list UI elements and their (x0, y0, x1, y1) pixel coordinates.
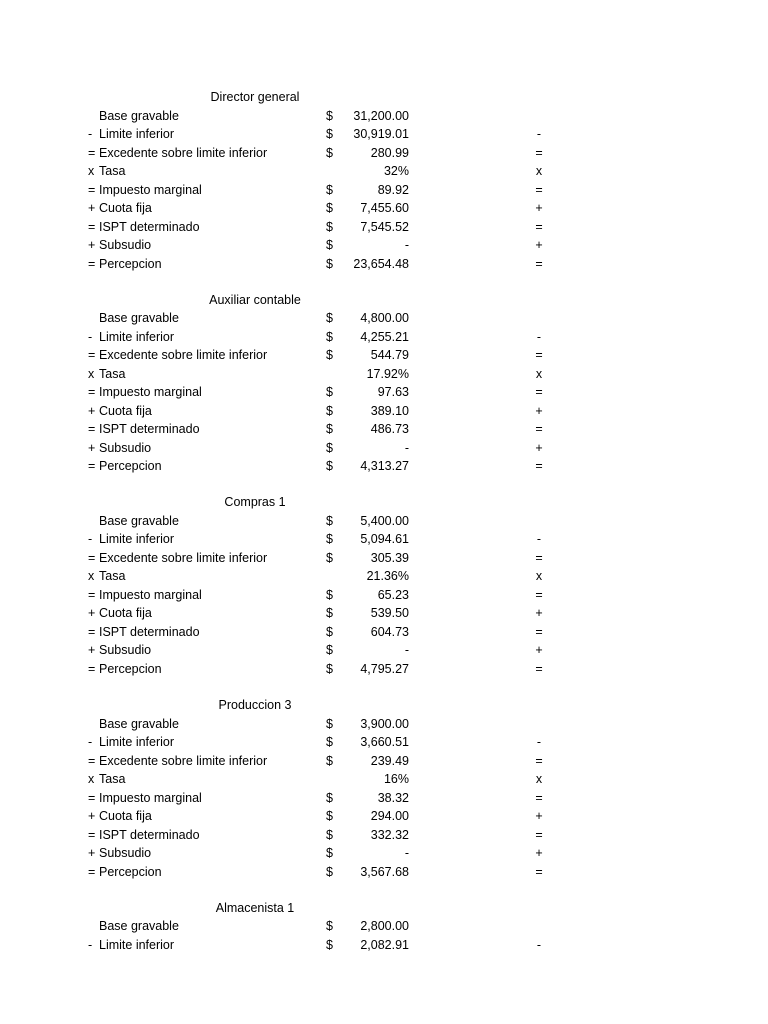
operator-sign: + (88, 440, 96, 455)
operator-sign: x (88, 164, 95, 178)
row-label: Cuota fija (99, 201, 152, 215)
row-label: Excedente sobre limite inferior (99, 348, 268, 363)
row-label: Base gravable (99, 108, 179, 123)
operation-symbol: = (535, 256, 543, 271)
row-label: Percepcion (99, 256, 162, 271)
operator-sign: + (88, 846, 96, 861)
currency-sign: $ (326, 753, 333, 768)
table-row (0, 917, 768, 936)
table-row (0, 826, 768, 845)
operation-symbol: = (535, 385, 543, 400)
row-label: Excedente sobre limite inferior (99, 550, 268, 565)
amount-cell: 305.39 (370, 550, 409, 565)
table-row (0, 457, 768, 476)
currency-sign: $ (326, 145, 333, 160)
operator-sign: = (88, 624, 96, 639)
operation-symbol: + (535, 606, 543, 621)
row-label: Base gravable (99, 919, 179, 934)
amount-cell: 7,455.60 (360, 201, 409, 215)
row-label: Tasa (99, 569, 126, 584)
amount-cell: 23,654.48 (353, 256, 409, 271)
table-row (0, 623, 768, 642)
row-label: Limite inferior (99, 532, 175, 547)
currency-sign: $ (326, 716, 333, 731)
table-row (0, 641, 768, 660)
operator-sign: + (88, 403, 96, 418)
operator-sign: + (88, 606, 96, 621)
row-label: Limite inferior (99, 329, 175, 344)
operation-symbol: x (535, 366, 543, 381)
operator-sign: = (88, 182, 96, 197)
row-label: ISPT determinado (99, 624, 200, 639)
row-label: ISPT determinado (99, 422, 200, 437)
operator-sign: + (88, 643, 96, 658)
amount-cell: 16% (383, 772, 409, 787)
operation-symbol: = (535, 145, 543, 160)
employee-tax-block (0, 493, 768, 678)
operation-symbol: + (535, 809, 543, 824)
table-row (0, 402, 768, 421)
section-title: Director general (210, 90, 300, 104)
row-label: Impuesto marginal (99, 790, 202, 805)
operator-sign: = (88, 385, 96, 400)
operator-sign: + (88, 809, 96, 824)
amount-cell: 4,800.00 (360, 311, 409, 326)
currency-sign: $ (326, 606, 333, 621)
currency-sign: $ (326, 809, 333, 824)
employee-tax-block (0, 291, 768, 476)
row-label: Percepcion (99, 864, 162, 879)
amount-cell: 539.50 (370, 606, 409, 621)
amount-cell: - (404, 238, 409, 252)
operation-symbol: = (535, 624, 543, 639)
currency-sign: $ (326, 256, 333, 271)
operator-sign: - (88, 937, 93, 952)
table-row (0, 346, 768, 365)
table-row (0, 733, 768, 752)
currency-sign: $ (326, 937, 333, 952)
operator-sign: = (88, 827, 96, 842)
operation-symbol: = (535, 864, 543, 879)
table-row (0, 125, 768, 144)
operation-symbol: - (536, 329, 542, 344)
operation-symbol: x (535, 772, 543, 787)
section-title: Compras 1 (224, 495, 286, 510)
section-title: Auxiliar contable (209, 292, 301, 307)
table-row (0, 218, 768, 237)
table-row (0, 144, 768, 163)
operator-sign: + (88, 201, 96, 215)
table-row (0, 715, 768, 734)
currency-sign: $ (326, 550, 333, 565)
amount-cell: 604.73 (370, 624, 409, 639)
currency-sign: $ (326, 643, 333, 658)
amount-cell: 4,795.27 (360, 661, 409, 676)
operator-sign: - (88, 329, 93, 344)
table-row (0, 936, 768, 955)
amount-cell: 21.36% (366, 569, 409, 584)
amount-cell: 3,567.68 (360, 864, 409, 879)
operator-sign: = (88, 422, 96, 437)
operator-sign: x (88, 569, 95, 584)
row-label: Tasa (99, 366, 126, 381)
amount-cell: 17.92% (366, 366, 409, 381)
table-row (0, 236, 768, 255)
currency-sign: $ (326, 348, 333, 363)
currency-sign: $ (326, 587, 333, 602)
amount-cell: 5,400.00 (360, 513, 409, 528)
operation-symbol: = (535, 459, 543, 474)
operation-symbol: = (535, 182, 543, 197)
operation-symbol: + (535, 201, 543, 215)
currency-sign: $ (326, 127, 333, 141)
row-label: Tasa (99, 772, 126, 787)
amount-cell: 486.73 (370, 422, 409, 437)
amount-cell: 97.63 (377, 385, 409, 400)
row-label: Base gravable (99, 311, 179, 326)
table-row (0, 512, 768, 531)
table-row (0, 807, 768, 826)
currency-sign: $ (326, 311, 333, 326)
row-label: Subsudio (99, 643, 152, 658)
row-label: Impuesto marginal (99, 385, 202, 400)
table-row (0, 586, 768, 605)
table-row (0, 567, 768, 586)
amount-cell: 389.10 (370, 403, 409, 418)
row-label: Cuota fija (99, 606, 152, 621)
section-title-row (0, 899, 768, 918)
table-row (0, 439, 768, 458)
currency-sign: $ (326, 864, 333, 879)
employee-tax-block (0, 899, 768, 955)
row-label: Percepcion (99, 459, 162, 474)
table-row (0, 107, 768, 126)
row-label: Cuota fija (99, 403, 152, 418)
operation-symbol: = (535, 587, 543, 602)
currency-sign: $ (326, 919, 333, 934)
spreadsheet-page (0, 88, 768, 972)
currency-sign: $ (326, 108, 333, 123)
row-label: Tasa (99, 164, 126, 178)
currency-sign: $ (326, 440, 333, 455)
operator-sign: = (88, 145, 96, 160)
table-row (0, 789, 768, 808)
currency-sign: $ (326, 182, 333, 197)
table-row (0, 255, 768, 274)
operation-symbol: = (535, 753, 543, 768)
table-row (0, 752, 768, 771)
row-label: Limite inferior (99, 937, 175, 952)
operator-sign: = (88, 219, 96, 234)
table-row (0, 309, 768, 328)
amount-cell: 280.99 (370, 145, 409, 160)
row-label: Cuota fija (99, 809, 152, 824)
currency-sign: $ (326, 329, 333, 344)
operator-sign: = (88, 550, 96, 565)
table-row (0, 844, 768, 863)
employee-tax-block (0, 88, 768, 273)
operator-sign: = (88, 459, 96, 474)
amount-cell: 38.32 (377, 790, 409, 805)
row-label: Subsudio (99, 440, 152, 455)
currency-sign: $ (326, 827, 333, 842)
amount-cell: 4,255.21 (360, 329, 409, 344)
currency-sign: $ (326, 201, 333, 215)
row-label: Impuesto marginal (99, 587, 202, 602)
operator-sign: + (88, 238, 96, 252)
amount-cell: 65.23 (377, 587, 409, 602)
currency-sign: $ (326, 403, 333, 418)
currency-sign: $ (326, 532, 333, 547)
operation-symbol: x (535, 164, 543, 178)
currency-sign: $ (326, 624, 333, 639)
row-label: Limite inferior (99, 735, 175, 750)
amount-cell: 32% (383, 164, 409, 178)
operation-symbol: = (535, 827, 543, 842)
operator-sign: = (88, 661, 96, 676)
section-title: Produccion 3 (218, 698, 292, 713)
operation-symbol: = (535, 790, 543, 805)
row-label: Subsudio (99, 846, 152, 861)
section-title: Almacenista 1 (215, 900, 295, 915)
operation-symbol: + (535, 238, 543, 252)
row-label: Base gravable (99, 513, 179, 528)
table-row (0, 365, 768, 384)
operator-sign: - (88, 127, 93, 141)
operator-sign: = (88, 753, 96, 768)
row-label: ISPT determinado (99, 827, 200, 842)
amount-cell: 2,800.00 (360, 919, 409, 934)
operator-sign: = (88, 587, 96, 602)
operation-symbol: = (535, 348, 543, 363)
operation-symbol: = (535, 550, 543, 565)
table-row (0, 530, 768, 549)
row-label: Subsudio (99, 238, 152, 252)
section-title-row (0, 291, 768, 310)
section-title-row (0, 88, 768, 107)
operator-sign: = (88, 348, 96, 363)
amount-cell: 3,660.51 (360, 735, 409, 750)
amount-cell: 5,094.61 (360, 532, 409, 547)
amount-cell: 239.49 (370, 753, 409, 768)
table-row (0, 328, 768, 347)
table-row (0, 549, 768, 568)
table-row (0, 604, 768, 623)
operator-sign: - (88, 532, 93, 547)
row-label: Excedente sobre limite inferior (99, 145, 268, 160)
currency-sign: $ (326, 735, 333, 750)
section-title-row (0, 493, 768, 512)
table-row (0, 199, 768, 218)
amount-cell: 7,545.52 (360, 219, 409, 234)
table-row (0, 181, 768, 200)
currency-sign: $ (326, 661, 333, 676)
currency-sign: $ (326, 238, 333, 252)
operation-symbol: + (535, 846, 543, 861)
amount-cell: 3,900.00 (360, 716, 409, 731)
currency-sign: $ (326, 459, 333, 474)
operator-sign: - (88, 735, 93, 750)
employee-tax-block (0, 696, 768, 881)
table-row (0, 770, 768, 789)
table-row (0, 162, 768, 181)
operation-symbol: - (536, 532, 542, 547)
currency-sign: $ (326, 846, 333, 861)
operation-symbol: + (535, 403, 543, 418)
operation-symbol: + (535, 643, 543, 658)
operator-sign: = (88, 256, 96, 271)
operator-sign: = (88, 790, 96, 805)
row-label: Limite inferior (99, 127, 175, 141)
amount-cell: 31,200.00 (353, 108, 409, 123)
amount-cell: - (404, 846, 409, 861)
amount-cell: 30,919.01 (353, 127, 409, 141)
row-label: Impuesto marginal (99, 182, 202, 197)
amount-cell: 544.79 (370, 348, 409, 363)
currency-sign: $ (326, 513, 333, 528)
currency-sign: $ (326, 422, 333, 437)
operation-symbol: - (536, 127, 542, 141)
amount-cell: 332.32 (370, 827, 409, 842)
currency-sign: $ (326, 790, 333, 805)
currency-sign: $ (326, 219, 333, 234)
row-label: Percepcion (99, 661, 162, 676)
row-label: Excedente sobre limite inferior (99, 753, 268, 768)
operation-symbol: x (535, 569, 543, 584)
amount-cell: - (404, 643, 409, 658)
row-label: Base gravable (99, 716, 179, 731)
operation-symbol: = (535, 422, 543, 437)
section-title-row (0, 696, 768, 715)
amount-cell: 2,082.91 (360, 937, 409, 952)
amount-cell: - (404, 440, 409, 455)
table-row (0, 863, 768, 882)
table-row (0, 420, 768, 439)
amount-cell: 294.00 (370, 809, 409, 824)
operation-symbol: - (536, 735, 542, 750)
operator-sign: x (88, 366, 95, 381)
amount-cell: 89.92 (377, 182, 409, 197)
table-row (0, 383, 768, 402)
operation-symbol: = (535, 661, 543, 676)
row-label: ISPT determinado (99, 219, 200, 234)
amount-cell: 4,313.27 (360, 459, 409, 474)
table-row (0, 660, 768, 679)
operator-sign: x (88, 772, 95, 787)
operator-sign: = (88, 864, 96, 879)
operation-symbol: + (535, 440, 543, 455)
operation-symbol: = (535, 219, 543, 234)
currency-sign: $ (326, 385, 333, 400)
operation-symbol: - (536, 937, 542, 952)
